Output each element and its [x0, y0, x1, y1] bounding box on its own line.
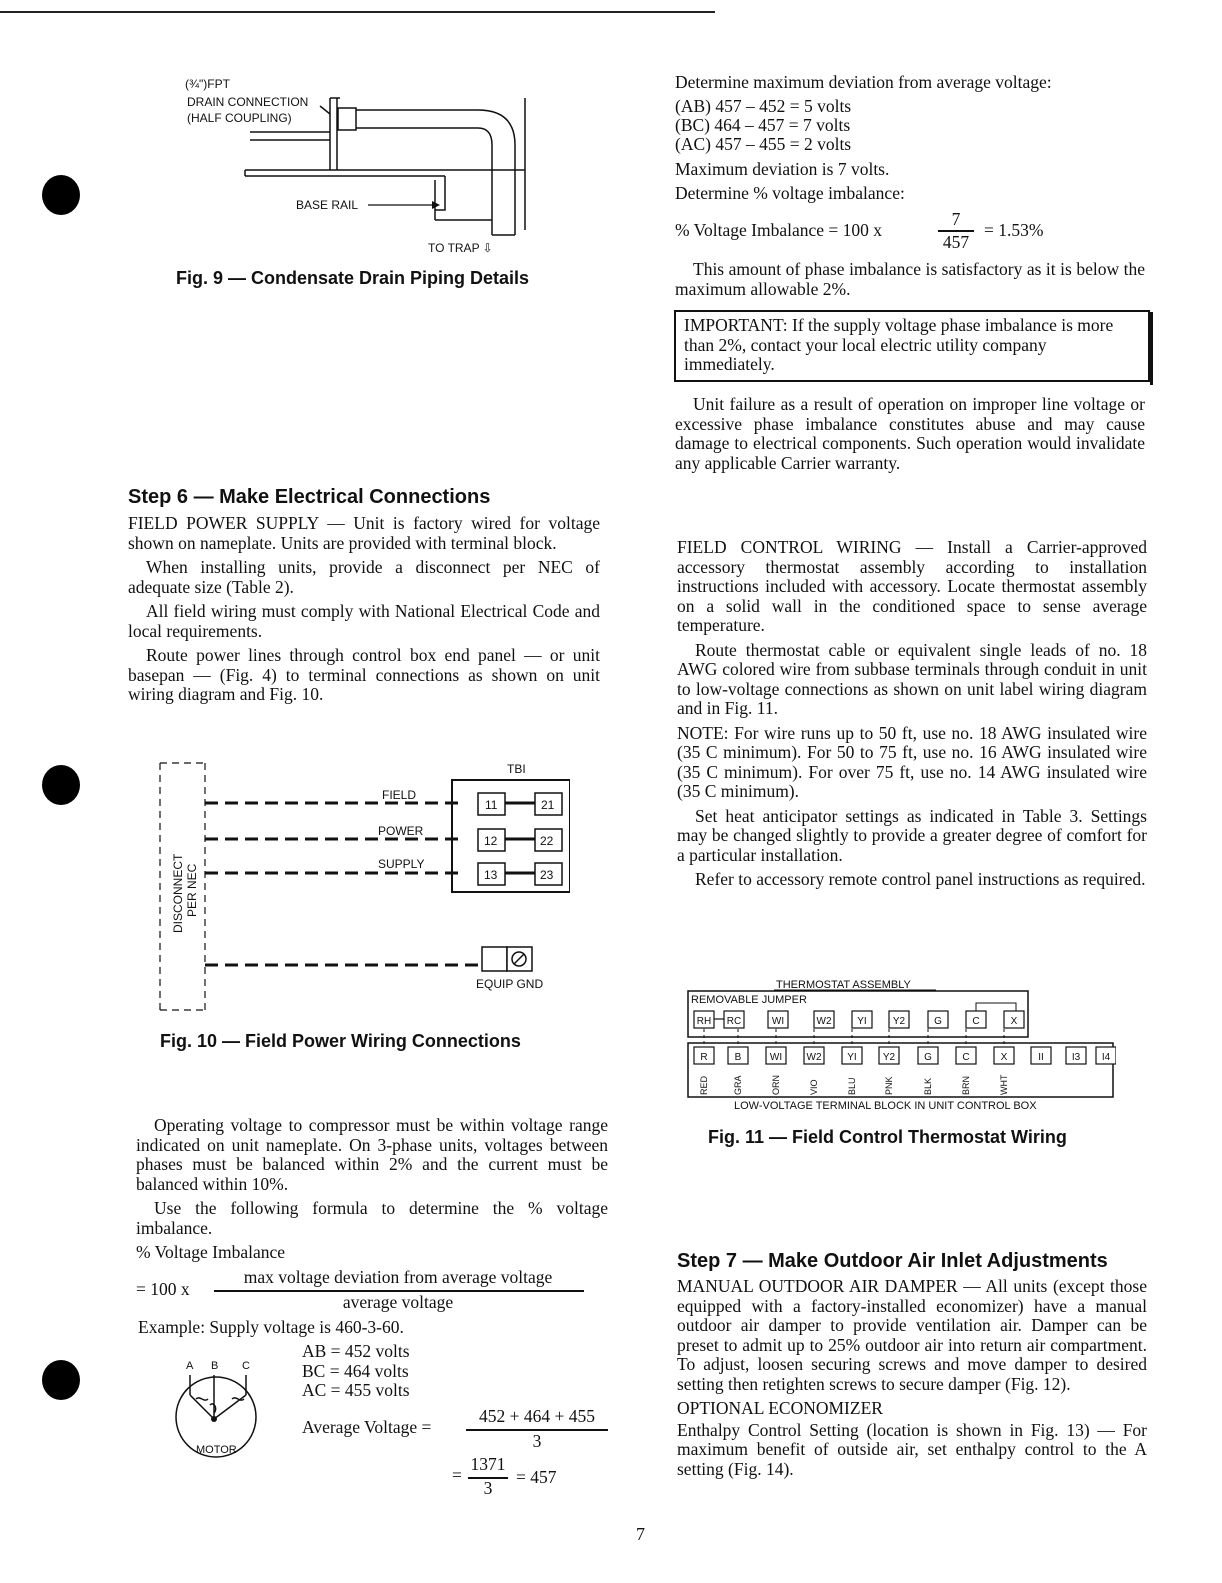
result-denominator: 3: [483, 1478, 493, 1498]
fig11-wire-color: BLK: [923, 1077, 933, 1095]
fig11-top-terminal-label: RH: [696, 1016, 712, 1027]
fig11-bottom-terminals: [694, 1047, 1116, 1064]
fig11-top-terminal-label: X: [1010, 1016, 1018, 1027]
deviation-ac: (AC) 457 – 455 = 2 volts: [675, 134, 852, 154]
fig11-cx-link: [976, 1003, 1016, 1011]
formula-numerator: max voltage deviation from average voltage: [243, 1267, 553, 1287]
fig11-bottom-terminal-label: I4: [1101, 1052, 1111, 1063]
fig10-t23: 23: [540, 868, 554, 882]
fig10-field-label: FIELD: [382, 788, 417, 802]
fig10-power-label: POWER: [378, 824, 424, 838]
step7-p3: Enthalpy Control Setting (location is shown in Fig. 13) — For maximum benefit of outside air, set enthalpy control to the A setting (Fig. 14).: [677, 1419, 1147, 1479]
fig11-top-terminal-label: RC: [726, 1016, 742, 1027]
step7-p2: OPTIONAL ECONOMIZER: [677, 1398, 883, 1418]
voltage-p2: Use the following formula to determine the % voltage imbalance.: [136, 1198, 608, 1238]
step6-p2: When installing units, provide a disconnect per NEC of adequate size (Table 2).: [128, 557, 600, 597]
voltage-p1: Operating voltage to compressor must be within voltage range indicated on unit nameplate. On 3-phase units, voltages between phases must be balanced within 2% and the current must be balanced within 10%.: [136, 1115, 608, 1194]
fig11-bottom-terminal-label: II: [1038, 1052, 1044, 1063]
field-control-text: [677, 538, 1147, 895]
fig9-label-coupling: (HALF COUPLING): [187, 111, 292, 125]
fig9-label-to-trap: TO TRAP ⇩: [428, 241, 493, 255]
fig11-wire-color: PNK: [884, 1076, 894, 1095]
example-ab: AB = 452 volts: [302, 1341, 410, 1361]
fig11-bottom-terminal-label: B: [734, 1052, 742, 1063]
fig11-bottom-terminal-label: YI: [847, 1052, 857, 1063]
fig10-disconnect-label: DISCONNECT: [171, 853, 185, 933]
fig10-power-wiring-diagram: [150, 755, 570, 1025]
step6-p3: All field wiring must comply with National Electrical Code and local requirements.: [128, 601, 600, 641]
deviation-determine: Determine % voltage imbalance:: [675, 183, 905, 203]
fig10-tb-label: TBI: [507, 762, 526, 776]
fig11-top-terminal-label: W2: [816, 1016, 832, 1027]
fig9-caption: Fig. 9 — Condensate Drain Piping Details: [176, 268, 530, 288]
fig11-wire-color: ORN: [771, 1075, 781, 1095]
fig9-label-fpt: (¾")FPT: [185, 77, 230, 91]
avg-voltage-label: Average Voltage =: [302, 1417, 432, 1437]
deviation-intro: Determine maximum deviation from average voltage:: [675, 72, 1052, 92]
fig11-top-terminal-label: YI: [857, 1016, 867, 1027]
calc-denominator: 457: [942, 232, 970, 252]
calc-numerator: 7: [951, 209, 961, 229]
motor-label-c: C: [242, 1360, 250, 1372]
fig10-supply-label: SUPPLY: [378, 857, 425, 871]
fig9-label-base-rail: BASE RAIL: [296, 198, 359, 212]
fig11-wire-color: BLU: [847, 1077, 857, 1095]
deviation-max: Maximum deviation is 7 volts.: [675, 159, 890, 179]
formula-denominator: average voltage: [342, 1292, 454, 1312]
avg-voltage-denominator: 3: [532, 1431, 542, 1451]
binder-hole-top: [42, 175, 80, 215]
result-numerator: 1371: [470, 1454, 506, 1474]
step6-p4: Route power lines through control box end panel — or unit basepan — (Fig. 4) to terminal connections as shown on unit wiring diagram and Fig. 10.: [128, 645, 600, 704]
field-control-p2: Route thermostat cable or equivalent single leads of no. 18 AWG colored wire from subbase terminals through conduit in unit to low-voltage connections as shown on unit label wiring diagram and in Fig. 11.: [677, 639, 1147, 718]
satisfactory-text: [675, 260, 1145, 304]
fig10-t13: 13: [484, 868, 498, 882]
field-control-p1: FIELD CONTROL WIRING — Install a Carrier-approved accessory thermostat assembly according to installation instructions included with accessory. Locate thermostat assembly on a solid wall in the conditioned space to sense average temperature.: [677, 537, 1147, 635]
field-control-p3: NOTE: For wire runs up to 50 ft, use no. 18 AWG insulated wire (35 C minimum). For 50 to 75 ft, use no. 16 AWG insulated wire (35 C minimum). For over 75 ft, use no. 14 AWG insulated wire (35 C minimum).: [677, 722, 1147, 801]
example-bc: BC = 464 volts: [302, 1361, 409, 1381]
fig11-bottom-terminal-label: WI: [769, 1052, 783, 1063]
important-box: IMPORTANT: If the supply voltage phase imbalance is more than 2%, contact your local electric utility company immediately.: [674, 310, 1150, 382]
formula-prefix: = 100 x: [136, 1279, 190, 1299]
fig10-t12: 12: [484, 834, 498, 848]
fig11-low-voltage-label: LOW-VOLTAGE TERMINAL BLOCK IN UNIT CONTROL BOX: [734, 1100, 1037, 1112]
fig11-caption: Fig. 11 — Field Control Thermostat Wiring: [708, 1127, 1067, 1147]
fig11-thermostat-assembly: THERMOSTAT ASSEMBLY: [776, 979, 911, 991]
binder-hole-middle: [42, 765, 80, 805]
fig11-wire-color: BRN: [961, 1075, 971, 1095]
failure-text: [675, 395, 1145, 478]
field-control-p4: Set heat anticipator settings as indicated in Table 3. Settings may be changed slightly to provide a greater degree of comfort for a particular installation.: [677, 805, 1147, 865]
fig10-equip-gnd-label: EQUIP GND: [476, 977, 544, 991]
binder-hole-bottom: [42, 1360, 80, 1400]
deviation-bc: (BC) 464 – 457 = 7 volts: [675, 115, 851, 135]
fig11-bottom-terminal-label: W2: [806, 1052, 822, 1063]
fig11-wire-color: RED: [699, 1075, 709, 1095]
fig11-top-terminal-label: C: [972, 1016, 980, 1027]
fig11-connection-lines: [704, 1029, 1004, 1047]
step7-text: [677, 1277, 1147, 1484]
avg-voltage-numerator: 452 + 464 + 455: [479, 1406, 595, 1426]
motor-label: MOTOR: [196, 1444, 237, 1456]
motor-label-a: A: [186, 1360, 194, 1372]
fig11-wire-color: VIO: [809, 1079, 819, 1095]
field-control-p5: Refer to accessory remote control panel instructions as required.: [695, 869, 1146, 889]
calc-result: = 1.53%: [984, 220, 1044, 240]
deviation-ab: (AB) 457 – 452 = 5 volts: [675, 96, 852, 116]
fig10-per-nec-label: PER NEC: [185, 863, 199, 917]
fig11-bottom-terminal-label: X: [1000, 1052, 1008, 1063]
fig11-thermostat-diagram: [686, 975, 1116, 1115]
satisfactory-p: This amount of phase imbalance is satisfactory as it is below the maximum allowable 2%.: [675, 259, 1145, 299]
fig10-t11: 11: [485, 798, 498, 812]
fig11-wire-color: GRA: [733, 1075, 743, 1095]
fig11-bottom-terminal-label: R: [700, 1052, 708, 1063]
fig11-removable-jumper: REMOVABLE JUMPER: [691, 994, 807, 1006]
step6-text: [128, 514, 600, 710]
fig9-drain-diagram: [170, 70, 550, 260]
page-number: 7: [636, 1524, 645, 1544]
example-line: Example: Supply voltage is 460-3-60.: [138, 1317, 404, 1337]
result-equals: =: [452, 1465, 462, 1485]
step7-p1: MANUAL OUTDOOR AIR DAMPER — All units (except those equipped with a factory-installed economizer) have a manual outdoor air damper to provide ventilation air. Damper can be preset to admit up to 25% outdoor air into return air compartment. To adjust, loosen securing screws and move damper to desired setting then retighten screws to secure damper (Fig. 12).: [677, 1276, 1147, 1394]
step6-heading: Step 6 — Make Electrical Connections: [128, 486, 491, 508]
motor-diagram: [170, 1355, 270, 1465]
fig11-top-terminal-label: Y2: [892, 1016, 906, 1027]
fig11-wire-color: WHT: [999, 1074, 1009, 1095]
example-ac: AC = 455 volts: [302, 1380, 410, 1400]
fig11-top-terminals: [694, 1003, 1024, 1028]
fig9-label-drain: DRAIN CONNECTION: [187, 95, 309, 109]
fig10-t22: 22: [540, 834, 554, 848]
fig11-bottom-terminal-label: I3: [1071, 1052, 1081, 1063]
fig10-caption: Fig. 10 — Field Power Wiring Connections: [160, 1031, 521, 1051]
fig11-top-terminal-label: WI: [771, 1016, 785, 1027]
voltage-text: [136, 1116, 608, 1243]
fig11-top-terminal-label: G: [934, 1016, 942, 1027]
step7-heading: Step 7 — Make Outdoor Air Inlet Adjustments: [677, 1250, 1108, 1272]
result-value: = 457: [516, 1467, 557, 1487]
top-rule: [0, 11, 715, 13]
fig10-t21: 21: [541, 798, 555, 812]
motor-label-b: B: [211, 1360, 219, 1372]
fig11-bottom-terminal-label: G: [924, 1052, 932, 1063]
calc-label: % Voltage Imbalance = 100 x: [675, 220, 883, 240]
step6-p1: FIELD POWER SUPPLY — Unit is factory wired for voltage shown on nameplate. Units are provided with terminal block.: [128, 513, 600, 553]
fig11-bottom-terminal-label: Y2: [882, 1052, 896, 1063]
fig11-bottom-terminal-label: C: [962, 1052, 970, 1063]
fig11-wire-colors: [699, 1074, 1009, 1095]
formula-label: % Voltage Imbalance: [136, 1242, 286, 1262]
failure-p: Unit failure as a result of operation on improper line voltage or excessive phase imbalance constitutes abuse and may cause damage to electrical components. Such operation would invalidate any applicable Carrier warranty.: [675, 394, 1145, 473]
